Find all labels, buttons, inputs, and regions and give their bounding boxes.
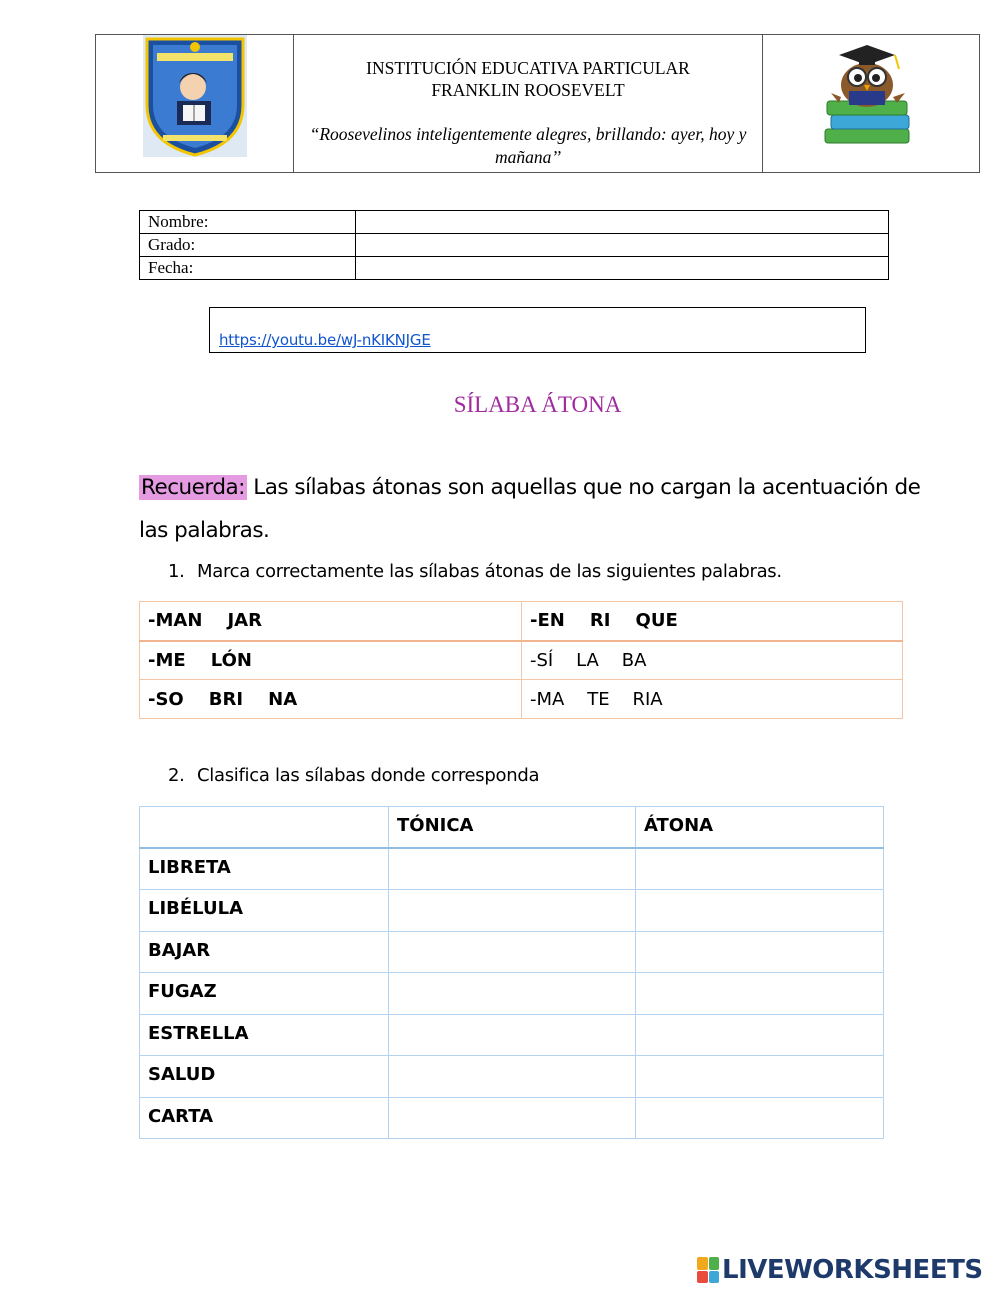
fecha-field[interactable] xyxy=(356,257,889,280)
syllable-row xyxy=(140,602,903,641)
classify-word: BAJAR xyxy=(140,931,389,973)
atona-answer-cell[interactable] xyxy=(636,1097,884,1139)
recuerda-text: Las sílabas átonas son aquellas que no cargan la acentuación de las palabras. xyxy=(139,475,921,543)
video-link[interactable]: https://youtu.be/wJ-nKIKNJGE xyxy=(219,331,431,349)
info-row-fecha xyxy=(140,257,889,280)
question-2-number: 2. xyxy=(168,765,185,786)
classify-word: SALUD xyxy=(140,1056,389,1098)
video-link-box xyxy=(209,307,866,353)
classify-word: ESTRELLA xyxy=(140,1014,389,1056)
question-1 xyxy=(168,561,782,582)
table-row xyxy=(140,931,884,973)
classify-word: FUGAZ xyxy=(140,973,389,1015)
tonica-answer-cell[interactable] xyxy=(389,973,636,1015)
institution-name-line1: INSTITUCIÓN EDUCATIVA PARTICULAR xyxy=(366,58,690,78)
atona-answer-cell[interactable] xyxy=(636,931,884,973)
tonica-answer-cell[interactable] xyxy=(389,931,636,973)
liveworksheets-brand xyxy=(697,1255,983,1285)
word-sobrina[interactable]: -SO BRI NA xyxy=(140,680,522,719)
mascot-logo-cell xyxy=(763,35,979,172)
nombre-field[interactable] xyxy=(356,211,889,234)
institution-name-line2: FRANKLIN ROOSEVELT xyxy=(431,80,625,100)
word-silaba[interactable]: -SÍ LA BA xyxy=(522,641,903,680)
question-1-text: Marca correctamente las sílabas átonas de las siguientes palabras. xyxy=(197,561,782,582)
tonica-answer-cell[interactable] xyxy=(389,1097,636,1139)
question-1-number: 1. xyxy=(168,561,185,582)
question-2-text: Clasifica las sílabas donde corresponda xyxy=(197,765,540,786)
school-info-cell xyxy=(294,35,763,172)
table-row xyxy=(140,848,884,890)
tonica-answer-cell[interactable] xyxy=(389,1056,636,1098)
atona-answer-cell[interactable] xyxy=(636,1056,884,1098)
table-row xyxy=(140,1056,884,1098)
classify-header-row xyxy=(140,807,884,849)
school-logo-cell xyxy=(96,35,294,172)
classify-table xyxy=(139,806,884,1139)
school-header xyxy=(95,34,980,173)
classify-header-tonica: TÓNICA xyxy=(389,807,636,849)
question-2 xyxy=(168,765,539,786)
info-row-grado xyxy=(140,234,889,257)
classify-word: LIBRETA xyxy=(140,848,389,890)
word-enrique[interactable]: -EN RI QUE xyxy=(522,602,903,641)
classify-word: CARTA xyxy=(140,1097,389,1139)
grado-label: Grado: xyxy=(140,234,356,257)
word-materia[interactable]: -MA TE RIA xyxy=(522,680,903,719)
info-row-nombre xyxy=(140,211,889,234)
atona-answer-cell[interactable] xyxy=(636,890,884,932)
table-row xyxy=(140,890,884,932)
classify-word: LIBÉLULA xyxy=(140,890,389,932)
school-motto: “Roosevelinos inteligentemente alegres, brillando: ayer, hoy y mañana’’ xyxy=(309,124,747,167)
classify-header-word xyxy=(140,807,389,849)
syllable-row xyxy=(140,641,903,680)
tonica-answer-cell[interactable] xyxy=(389,890,636,932)
tonica-answer-cell[interactable] xyxy=(389,1014,636,1056)
school-shield-logo xyxy=(143,35,247,157)
owl-books-logo xyxy=(821,37,917,153)
recuerda-paragraph xyxy=(139,466,939,552)
tonica-answer-cell[interactable] xyxy=(389,848,636,890)
liveworksheets-wordmark: LIVEWORKSHEETS xyxy=(722,1255,983,1285)
table-row xyxy=(140,1014,884,1056)
syllable-row xyxy=(140,680,903,719)
atona-answer-cell[interactable] xyxy=(636,1014,884,1056)
fecha-label: Fecha: xyxy=(140,257,356,280)
word-manjar[interactable]: -MAN JAR xyxy=(140,602,522,641)
table-row xyxy=(140,973,884,1015)
syllable-table xyxy=(139,601,903,719)
grado-field[interactable] xyxy=(356,234,889,257)
table-row xyxy=(140,1097,884,1139)
liveworksheets-logo-icon xyxy=(697,1257,719,1283)
nombre-label: Nombre: xyxy=(140,211,356,234)
word-melon[interactable]: -ME LÓN xyxy=(140,641,522,680)
classify-header-atona: ÁTONA xyxy=(636,807,884,849)
student-info-table xyxy=(139,210,889,280)
atona-answer-cell[interactable] xyxy=(636,848,884,890)
atona-answer-cell[interactable] xyxy=(636,973,884,1015)
recuerda-label: Recuerda: xyxy=(141,475,245,500)
page-title: SÍLABA ÁTONA xyxy=(453,392,622,417)
